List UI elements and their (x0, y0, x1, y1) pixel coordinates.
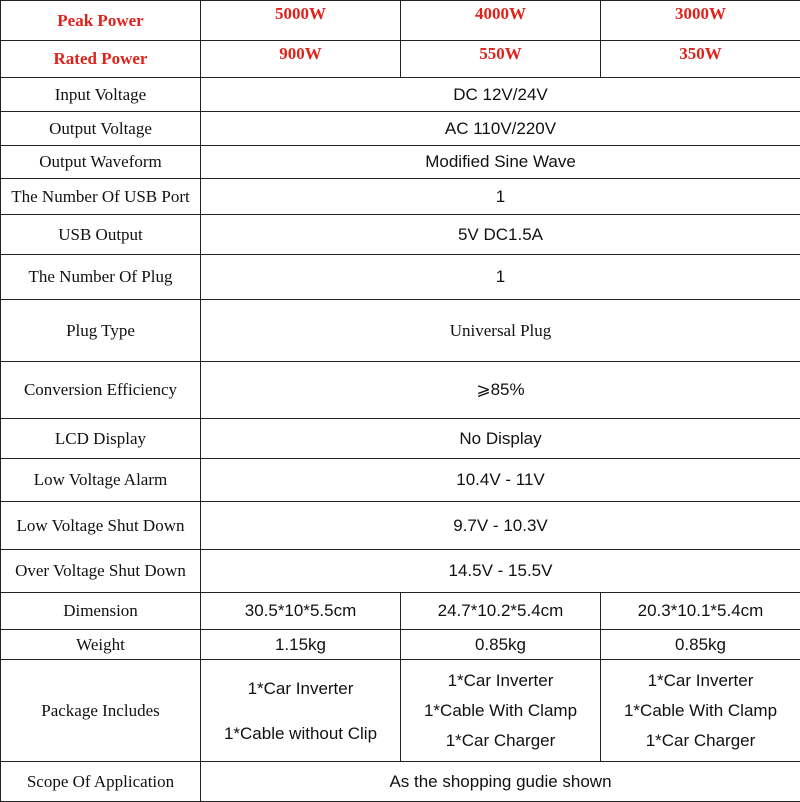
input-voltage-row (1, 78, 800, 112)
weight-value-5000w: 1.15kg (201, 630, 401, 660)
weight-label: Weight (1, 630, 201, 660)
rated-power-row (1, 41, 800, 78)
rated-power-350: 350W (601, 41, 800, 78)
package-item: 1*Car Inverter (203, 666, 398, 711)
low-voltage-alarm-label: Low Voltage Alarm (1, 459, 201, 502)
package-includes-row (1, 660, 800, 762)
package-contents-3000w (601, 660, 800, 762)
usb-output-row (1, 215, 800, 255)
package-contents-5000w (201, 660, 401, 762)
package-item: 1*Car Charger (403, 726, 598, 756)
weight-value-3000w: 0.85kg (601, 630, 800, 660)
dimension-value-4000w: 24.7*10.2*5.4cm (401, 593, 601, 630)
dimension-row (1, 593, 800, 630)
low-voltage-alarm-value: 10.4V - 11V (201, 459, 800, 502)
weight-value-4000w: 0.85kg (401, 630, 601, 660)
rated-power-550: 550W (401, 41, 601, 78)
plug-count-value: 1 (201, 255, 800, 300)
output-waveform-label: Output Waveform (1, 146, 201, 179)
output-voltage-row (1, 112, 800, 146)
plug-count-row (1, 255, 800, 300)
usb-port-row (1, 179, 800, 215)
low-voltage-shutdown-label: Low Voltage Shut Down (1, 502, 201, 550)
output-voltage-value: AC 110V/220V (201, 112, 800, 146)
peak-power-3000: 3000W (601, 1, 800, 41)
peak-power-row (1, 1, 800, 41)
conversion-efficiency-value: ⩾85% (201, 362, 800, 419)
plug-type-value: Universal Plug (201, 300, 800, 362)
conversion-efficiency-row (1, 362, 800, 419)
package-item: 1*Car Inverter (603, 666, 798, 696)
low-voltage-shutdown-value: 9.7V - 10.3V (201, 502, 800, 550)
rated-power-900: 900W (201, 41, 401, 78)
package-item: 1*Car Charger (603, 726, 798, 756)
plug-type-label: Plug Type (1, 300, 201, 362)
dimension-label: Dimension (1, 593, 201, 630)
package-item: 1*Cable without Clip (203, 711, 398, 756)
peak-power-4000: 4000W (401, 1, 601, 41)
over-voltage-shutdown-label: Over Voltage Shut Down (1, 550, 201, 593)
weight-row (1, 630, 800, 660)
plug-type-row (1, 300, 800, 362)
low-voltage-alarm-row (1, 459, 800, 502)
over-voltage-shutdown-row (1, 550, 800, 593)
package-item: 1*Car Inverter (403, 666, 598, 696)
dimension-value-5000w: 30.5*10*5.5cm (201, 593, 401, 630)
lcd-display-label: LCD Display (1, 419, 201, 459)
output-waveform-row (1, 146, 800, 179)
over-voltage-shutdown-value: 14.5V - 15.5V (201, 550, 800, 593)
usb-output-value: 5V DC1.5A (201, 215, 800, 255)
package-contents-4000w (401, 660, 601, 762)
scope-label: Scope Of Application (1, 762, 201, 802)
lcd-display-value: No Display (201, 419, 800, 459)
conversion-efficiency-label: Conversion Efficiency (1, 362, 201, 419)
package-includes-label: Package Includes (1, 660, 201, 762)
package-item: 1*Cable With Clamp (403, 696, 598, 726)
low-voltage-shutdown-row (1, 502, 800, 550)
scope-value: As the shopping gudie shown (201, 762, 800, 802)
usb-port-label: The Number Of USB Port (1, 179, 201, 215)
usb-output-label: USB Output (1, 215, 201, 255)
lcd-display-row (1, 419, 800, 459)
package-item: 1*Cable With Clamp (603, 696, 798, 726)
output-voltage-label: Output Voltage (1, 112, 201, 146)
input-voltage-value: DC 12V/24V (201, 78, 800, 112)
scope-row (1, 762, 800, 802)
dimension-value-3000w: 20.3*10.1*5.4cm (601, 593, 800, 630)
input-voltage-label: Input Voltage (1, 78, 201, 112)
peak-power-5000: 5000W (201, 1, 401, 41)
rated-power-label: Rated Power (1, 41, 201, 78)
plug-count-label: The Number Of Plug (1, 255, 201, 300)
output-waveform-value: Modified Sine Wave (201, 146, 800, 179)
usb-port-value: 1 (201, 179, 800, 215)
peak-power-label: Peak Power (1, 1, 201, 41)
